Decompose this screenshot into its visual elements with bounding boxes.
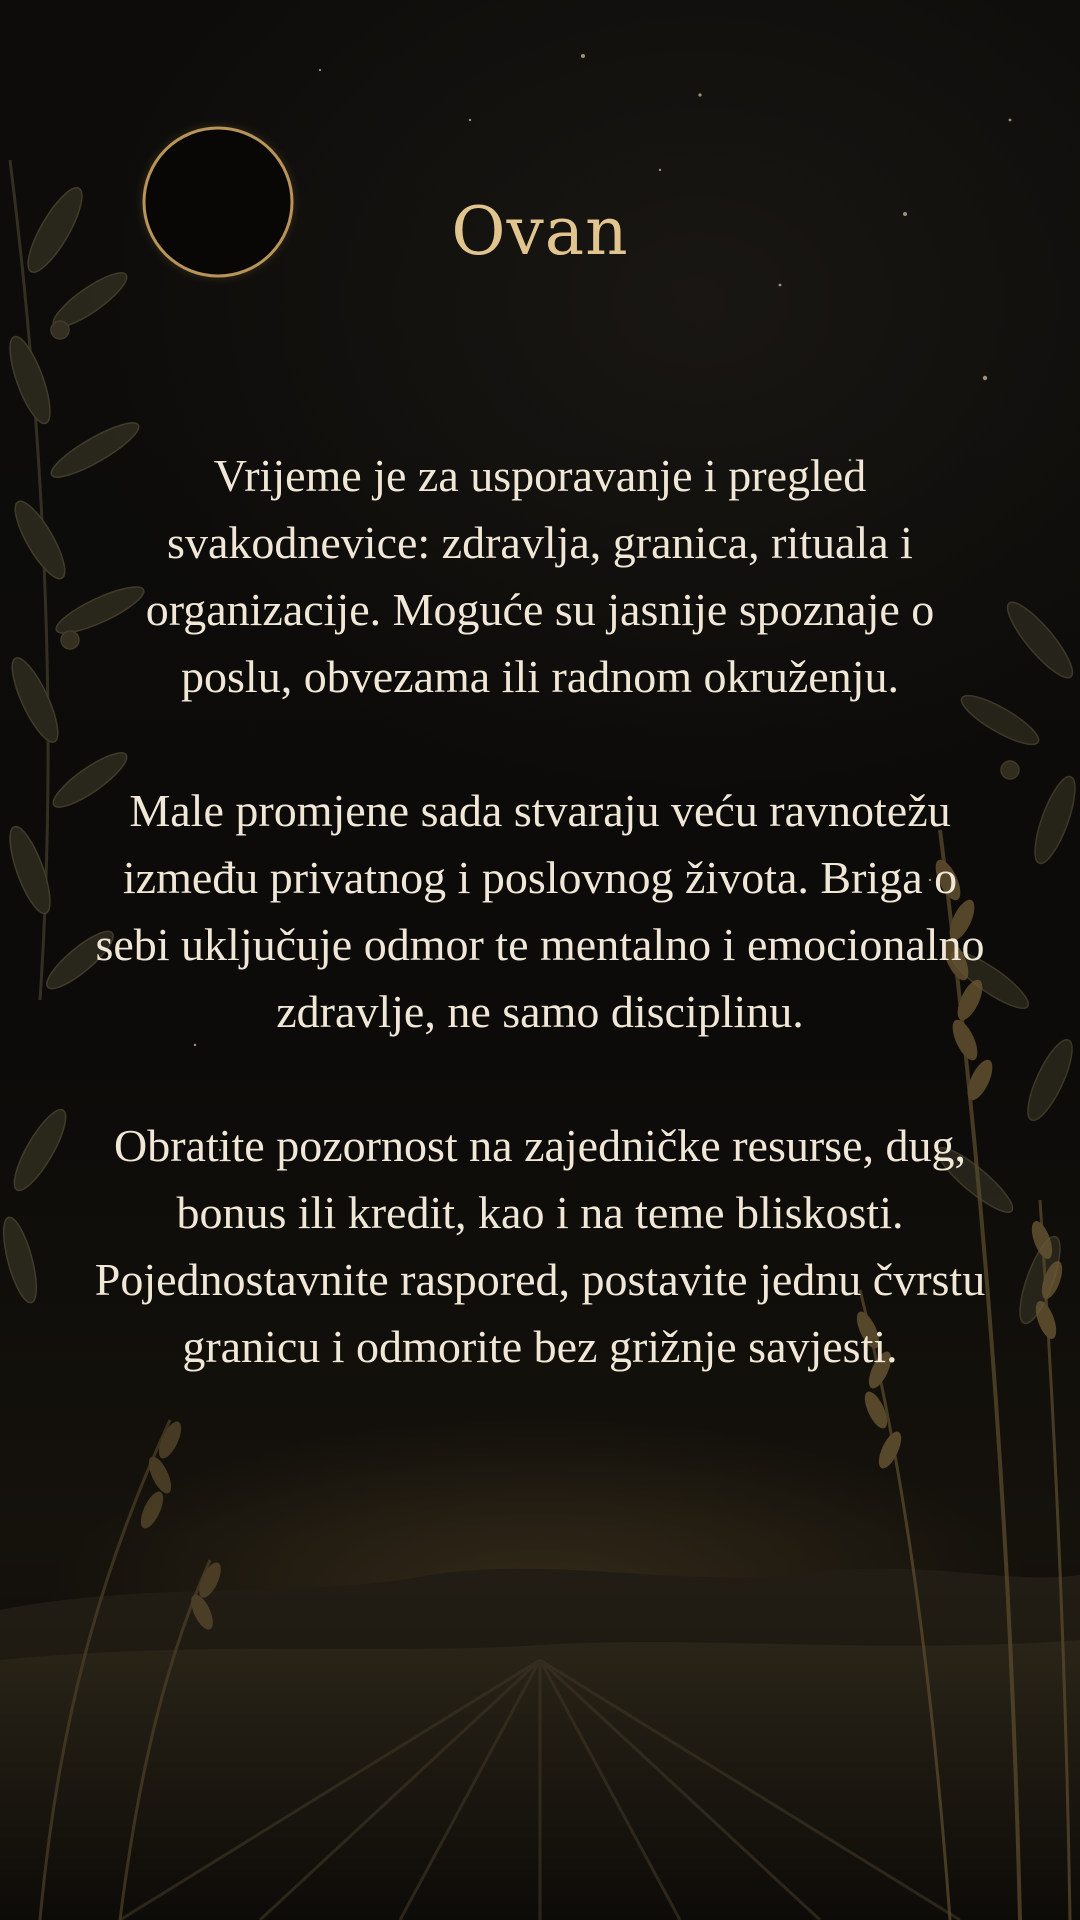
page-title: Ovan [451, 193, 629, 270]
paragraph: Obratite pozornost na zajedničke resurse, dug, bonus ili kredit, kao i na teme bliskosti. Pojednostavnite raspored, postavite jednu čvrstu granicu i odmorite bez grižnje savjesti. [94, 1120, 986, 1372]
paragraph: Vrijeme je za usporavanje i pregled svakodnevice: zdravlja, granica, rituala i organizacije. Moguće su jasnije spoznaje o poslu, obvezama ili radnom okruženju. [145, 450, 935, 702]
paragraph: Male promjene sada stvaraju veću ravnotežu između privatnog i poslovnog života. Briga o sebi uključuje odmor te mentalno i emocionalno zdravlje, ne samo disciplinu. [95, 785, 985, 1037]
horoscope-body [90, 442, 990, 1380]
field-hills-illustration [0, 1569, 1080, 1920]
